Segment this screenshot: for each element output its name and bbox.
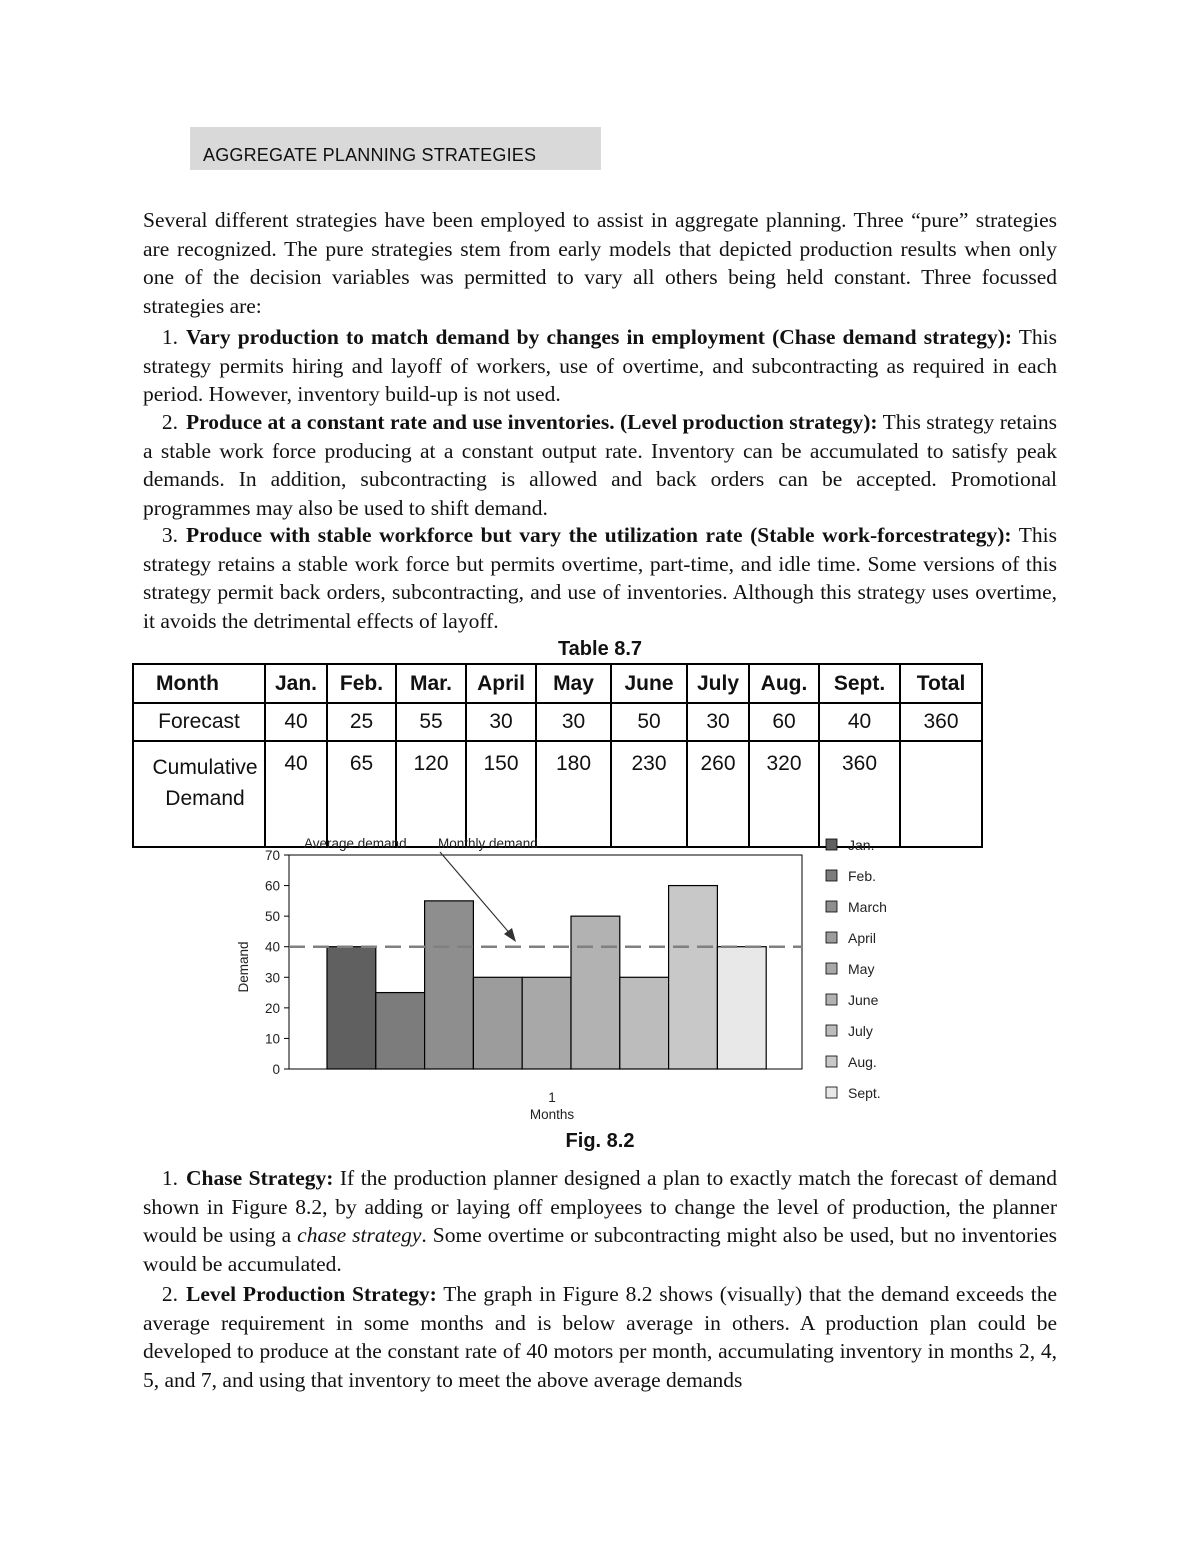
item-number: 2. [161,410,178,434]
table-header-cell: July [687,664,749,703]
strategy-item-2 [143,408,1057,522]
table-caption: Table 8.7 [557,638,643,660]
bar-june [571,916,620,1069]
bar-feb [376,993,425,1069]
explanation-item-2 [143,1280,1057,1394]
bar-march [425,901,474,1069]
item-title: Produce at a constant rate and use inventories. (Level production strategy): [186,410,878,434]
table-cell: 40 [819,703,900,741]
legend-label: March [848,899,887,915]
item-text: This strategy retains a stable work force producing at a constant output rate. Inventory can be accumulated to satisfy peak demands. In addition, subcontracting is allowed and back orders can be accepted. Promotional programmes may also be used to shift demand. [143,410,1058,520]
item-title: Chase Strategy: [186,1166,334,1190]
table-cell: 230 [611,741,687,847]
annotation-average-demand: Average demand [304,836,407,851]
item-title: Level Production Strategy: [186,1282,437,1306]
bar-sept [717,947,766,1069]
table-row [133,703,982,741]
legend-swatch [826,963,837,974]
figure-caption: Fig. 8.2 [565,1130,635,1152]
table-cell: 40 [265,741,327,847]
x-axis-label: Months [529,1107,575,1122]
table-cell: 30 [687,703,749,741]
y-tick-label: 10 [264,1031,280,1047]
legend-swatch [826,901,837,912]
table-cell: Cumulative Demand [133,741,265,847]
table-cell: 65 [327,741,396,847]
item-text: This strategy permits hiring and layoff of workers, use of overtime, and subcontracting as required in each period. However, inventory build-up is not used. [143,325,1058,406]
y-tick-label: 40 [264,939,280,955]
legend-label: Feb. [848,868,877,884]
y-tick-label: 20 [264,1000,280,1016]
table-cell: 150 [466,741,536,847]
y-axis-label: Demand [236,941,251,993]
table-header-row [133,664,982,703]
item-text: If the production planner designed a plan to exactly match the forecast of demand shown in Figure 8.2, by adding or laying off employees to change the level of production, the planner would be using a [143,1166,1057,1247]
table-header-cell: Mar. [396,664,466,703]
table-cell: 120 [396,741,466,847]
item-text-end: . Some overtime or subcontracting might also be used, but no inventories would be accumulated. [143,1223,1057,1276]
table-cell: 50 [611,703,687,741]
table-cell: 360 [900,703,982,741]
item-number: 1. [161,325,178,349]
y-tick-label: 0 [272,1062,280,1077]
bar-july [620,977,669,1069]
y-tick-label: 50 [264,909,280,925]
legend-label: Aug. [848,1054,877,1070]
item-text: The graph in Figure 8.2 shows (visually) that the demand exceeds the average requirement in some months and is below average in others. A production plan could be developed to produce at the constant rate of 40 motors per month, accumulating inventory in months 2, 4, 5, and 7, and using that inventory to meet the above average demands [143,1282,1057,1392]
table-cell: 260 [687,741,749,847]
strategy-item-3 [143,521,1057,635]
table-header-cell: Jan. [265,664,327,703]
section-heading: AGGREGATE PLANNING STRATEGIES [190,127,601,170]
table-cell: Forecast [133,703,265,741]
legend-swatch [826,1056,837,1067]
item-title: Produce with stable workforce but vary the utilization rate (Stable work-forcestrategy): [186,523,1012,547]
table-header-cell: June [611,664,687,703]
table-cell: 30 [466,703,536,741]
x-tick-label: 1 [548,1090,556,1105]
legend-swatch [826,994,837,1005]
item-text: This strategy retains a stable work force but permits overtime, part-time, and idle time. Some versions of this strategy permit back orders, subcontracting, and use of inventories. Although this strategy uses overtime, it avoids the detrimental effects of layoff. [143,523,1057,633]
table-header-cell: Aug. [749,664,819,703]
legend-label: May [848,961,875,977]
y-tick-label: 30 [264,970,280,986]
legend-swatch [826,870,837,881]
bar-aug [669,886,718,1069]
legend-label: July [848,1023,873,1039]
y-tick-label: 70 [264,848,280,863]
legend-swatch [826,1025,837,1036]
table-header-cell: May [536,664,611,703]
explanation-item-1 [143,1164,1057,1278]
table-header-cell: Month [133,664,265,703]
table-cell: 25 [327,703,396,741]
bar-may [522,977,571,1069]
bar-april [473,977,522,1069]
legend-swatch [826,1087,837,1098]
item-number: 1. [161,1166,178,1190]
legend-swatch [826,839,837,850]
table-header-cell: Feb. [327,664,396,703]
table-cell: 320 [749,741,819,847]
legend-label: June [848,992,879,1008]
table-cell: 360 [819,741,900,847]
item-italic-term: chase strategy [297,1223,422,1247]
table-cell: 55 [396,703,466,741]
legend-swatch [826,932,837,943]
table-cell: 60 [749,703,819,741]
strategy-item-1 [143,323,1057,409]
table-cell: 30 [536,703,611,741]
demand-table [132,663,983,848]
item-number: 3. [161,523,178,547]
table-cell: 180 [536,741,611,847]
legend-label: Sept. [848,1085,881,1101]
demand-chart [0,830,1200,1130]
annotation-monthly-demand: Monthly demand [438,836,538,851]
legend-label: Jan. [848,837,875,853]
legend-label: April [848,930,877,946]
y-tick-label: 60 [264,878,280,894]
item-title: Vary production to match demand by changes in employment (Chase demand strategy): [186,325,1013,349]
table-cell: 40 [265,703,327,741]
item-number: 2. [161,1282,178,1306]
intro-paragraph: Several different strategies have been employed to assist in aggregate planning. Three “pure” strategies are recognized. The pure strategies stem from early models that depicted production results when only one of the decision variables was permitted to vary all others being held constant. Three focussed strategies are: [143,208,1057,318]
table-header-cell: April [466,664,536,703]
table-header-cell: Sept. [819,664,900,703]
bar-jan [327,947,376,1069]
table-header-cell: Total [900,664,982,703]
